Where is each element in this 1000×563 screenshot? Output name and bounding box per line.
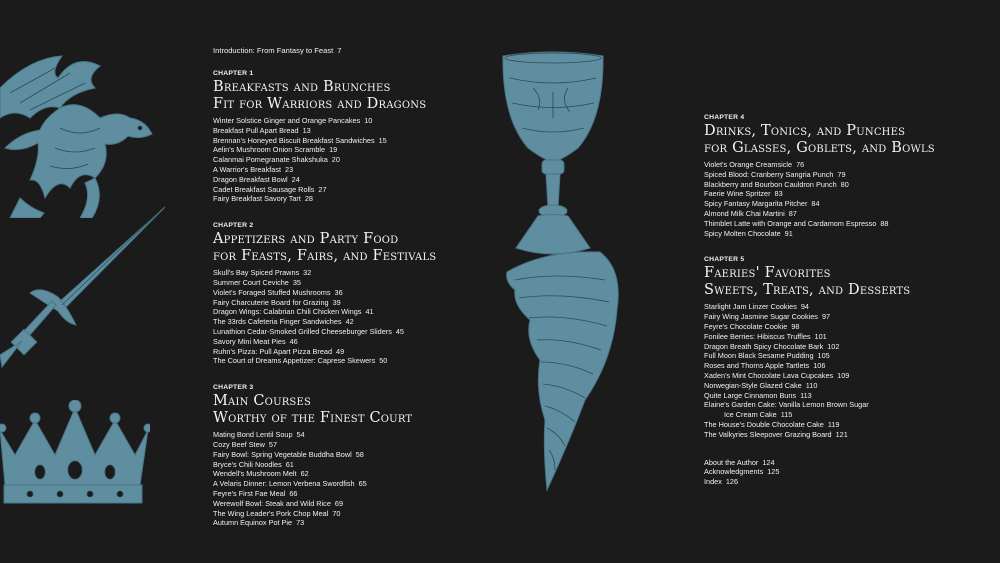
toc-entry[interactable]: [704, 180, 994, 190]
toc-entry[interactable]: [704, 189, 994, 199]
entry-title: Aelin's Mushroom Onion Scramble: [213, 145, 326, 155]
entry-title: The Wing Leader's Pork Chop Meal: [213, 508, 329, 518]
wing-icon: [505, 250, 625, 495]
entry-title: Almond Milk Chai Martini: [704, 208, 785, 218]
chapter-title-line: for Glasses, Goblets, and Bowls: [704, 140, 935, 156]
toc-entry[interactable]: [704, 410, 994, 420]
toc-column-left: [213, 46, 503, 546]
toc-entry[interactable]: [704, 391, 994, 401]
chapter-title-line: Appetizers and Party Food: [213, 231, 399, 248]
entry-page: 106: [813, 361, 826, 371]
toc-entry[interactable]: [704, 371, 994, 381]
chapter-title-line: Main Courses: [213, 393, 312, 410]
entry-title: A Warrior's Breakfast: [213, 164, 282, 174]
entry-title: Index: [704, 477, 722, 487]
entry-title: Fonilee Berries: Hibiscus Truffles: [704, 331, 811, 341]
chapter-entries: [704, 160, 994, 238]
toc-entry[interactable]: [213, 317, 503, 327]
chapter-label: CHAPTER 4: [704, 114, 745, 121]
entry-title: Fairy Bowl: Spring Vegetable Buddha Bowl: [213, 449, 352, 459]
entry-title: Violet's Orange Creamsicle: [704, 160, 793, 169]
entry-page: 80: [840, 179, 849, 189]
toc-entry[interactable]: [213, 469, 503, 479]
toc-entry[interactable]: [704, 458, 994, 468]
chapter-entries: [704, 302, 994, 439]
chapter-title-line: Drinks, Tonics, and Punches: [704, 123, 906, 139]
entry-page: 42: [345, 317, 354, 327]
entry-page: 69: [334, 498, 344, 508]
entry-page: 62: [300, 469, 309, 479]
entry-title: The 33rds Cafeteria Finger Sandwiches: [213, 317, 342, 327]
entry-title: Xaden's Mint Chocolate Lava Cupcakes: [704, 370, 834, 380]
toc-entry[interactable]: [213, 440, 503, 450]
entry-title: Spiced Blood: Cranberry Sangria Punch: [704, 169, 834, 179]
toc-entry[interactable]: [213, 518, 503, 528]
entry-page: 10: [364, 116, 373, 125]
crown-illustration: [0, 400, 150, 510]
toc-entry-introduction[interactable]: [213, 46, 503, 55]
entry-title: Ice Cream Cake: [724, 410, 777, 420]
entry-title: Fairy Wing Jasmine Sugar Cookies: [704, 312, 818, 322]
toc-entry[interactable]: [213, 430, 503, 440]
entry-page: 105: [817, 351, 830, 361]
entry-title: Cadet Breakfast Sausage Rolls: [213, 184, 315, 194]
toc-entry[interactable]: [213, 327, 503, 337]
entry-title: Lunathion Cedar-Smoked Grilled Cheeseburger Sliders: [213, 326, 392, 336]
chapter-title-line: for Feasts, Fairs, and Festivals: [213, 248, 437, 265]
chapter-3: [213, 384, 503, 528]
chapter-entries: [213, 430, 503, 528]
entry-title: Spicy Fantasy Margarita Pitcher: [704, 199, 808, 209]
entry-title: The Valkyries Sleepover Grazing Board: [704, 429, 832, 439]
toc-entry[interactable]: [213, 450, 503, 460]
entry-title: Introduction: From Fantasy to Feast: [213, 46, 334, 55]
chapter-label: CHAPTER 3: [213, 384, 254, 392]
entry-page: 76: [796, 160, 805, 169]
entry-page: 83: [774, 189, 783, 199]
entry-page: 125: [767, 467, 780, 477]
entry-page: 124: [762, 457, 775, 467]
entry-title: Full Moon Black Sesame Pudding: [704, 351, 814, 361]
entry-page: 79: [837, 169, 846, 179]
entry-page: 58: [355, 449, 364, 459]
entry-title: Ruhn's Pizza: Pull Apart Pizza Bread: [213, 346, 333, 356]
entry-page: 101: [814, 331, 827, 341]
entry-page: 35: [292, 277, 301, 287]
toc-entry[interactable]: [704, 342, 994, 352]
entry-page: 15: [378, 135, 387, 145]
toc-entry[interactable]: [213, 337, 503, 347]
entry-page: 41: [365, 307, 374, 317]
toc-entry[interactable]: [213, 356, 503, 366]
toc-entry[interactable]: [213, 499, 503, 509]
entry-page: 88: [880, 218, 889, 228]
toc-entry[interactable]: [213, 509, 503, 519]
entry-page: 28: [304, 194, 313, 204]
entry-page: 65: [358, 479, 367, 489]
chapter-title: [704, 123, 994, 157]
entry-title: A Velaris Dinner: Lemon Verbena Swordfish: [213, 479, 355, 489]
chapter-2: [213, 222, 503, 366]
entry-title: Calanmai Pomegranate Shakshuka: [213, 155, 328, 165]
entry-page: 126: [725, 477, 739, 487]
wing-illustration: [505, 250, 625, 495]
entry-title: Blackberry and Bourbon Cauldron Punch: [704, 179, 837, 189]
toc-entry[interactable]: [704, 381, 994, 391]
entry-title: Brennan's Honeyed Biscuit Breakfast Sandwiches: [213, 135, 375, 145]
toc-entry[interactable]: [213, 116, 503, 126]
toc-entry[interactable]: [704, 219, 994, 229]
entry-page: 46: [289, 336, 298, 346]
entry-page: 115: [780, 410, 793, 420]
toc-entry[interactable]: [213, 460, 503, 470]
entry-page: 49: [336, 346, 345, 356]
entry-title: Cozy Beef Stew: [213, 439, 265, 449]
dagger-illustration: [0, 205, 170, 380]
entry-title: Skull's Bay Spiced Prawns: [213, 268, 300, 278]
toc-entry[interactable]: [704, 467, 994, 477]
entry-title: Starlight Jam Linzer Cookies: [704, 302, 797, 312]
chapter-title: [213, 79, 503, 113]
toc-entry[interactable]: [704, 199, 994, 209]
entry-title: Wendell's Mushroom Melt: [213, 469, 297, 479]
entry-page: 73: [296, 518, 305, 528]
chapter-4: [704, 114, 994, 238]
toc-entry[interactable]: [704, 160, 994, 170]
entry-page: 121: [835, 429, 848, 439]
chapter-label: CHAPTER 5: [704, 256, 745, 264]
entry-title: Winter Solstice Ginger and Orange Pancakes: [213, 116, 361, 125]
chapter-label: CHAPTER 2: [213, 222, 254, 230]
toc-column-right: [704, 114, 994, 487]
entry-title: Elaine's Garden Cake: Vanilla Lemon Brown Sugar: [704, 400, 869, 410]
entry-title: Thimblet Latte with Orange and Cardamom Espresso: [704, 218, 877, 228]
toc-entry[interactable]: [704, 400, 994, 410]
crown-icon: [0, 400, 150, 510]
entry-title: The Court of Dreams Appetizer: Caprese Skewers: [213, 356, 376, 366]
entry-title: Dragon Breakfast Bowl: [213, 174, 288, 184]
entry-page: 20: [331, 155, 340, 165]
entry-title: About the Author: [704, 457, 759, 467]
chapter-label: CHAPTER 1: [213, 70, 254, 77]
entry-page: 7: [337, 46, 342, 55]
entry-title: Fairy Breakfast Savory Tart: [213, 194, 301, 204]
entry-page: 32: [303, 268, 312, 278]
chapter-entries: [213, 268, 503, 366]
toc-entry[interactable]: [213, 165, 503, 175]
toc-entry[interactable]: [213, 347, 503, 357]
entry-page: 23: [285, 164, 294, 174]
entry-page: 50: [379, 356, 388, 366]
entry-page: 97: [821, 312, 831, 322]
toc-entry[interactable]: [704, 229, 994, 239]
entry-page: 54: [296, 430, 305, 440]
toc-entry[interactable]: [213, 298, 503, 308]
toc-entry[interactable]: [213, 126, 503, 136]
entry-page: 36: [334, 287, 343, 297]
toc-entry[interactable]: [213, 185, 503, 195]
entry-page: 19: [329, 145, 338, 155]
chapter-title: [704, 265, 994, 299]
entry-page: 87: [788, 208, 797, 218]
entry-page: 70: [332, 508, 341, 518]
toc-entry[interactable]: [704, 361, 994, 371]
entry-title: Norwegian-Style Glazed Cake: [704, 380, 802, 390]
toc-entry[interactable]: [213, 288, 503, 298]
toc-entry[interactable]: [704, 430, 994, 440]
entry-title: Acknowledgments: [704, 467, 764, 477]
toc-entry[interactable]: [213, 145, 503, 155]
entry-title: Feyre's First Fae Meal: [213, 488, 286, 498]
toc-entry[interactable]: [213, 268, 503, 278]
entry-title: Mating Bond Lentil Soup: [213, 430, 293, 440]
entry-title: Dragon Breath Spicy Chocolate Bark: [704, 341, 824, 351]
chapter-title: [213, 231, 503, 265]
toc-entry[interactable]: [704, 351, 994, 361]
entry-page: 94: [800, 302, 809, 312]
chapter-title: [213, 393, 503, 427]
toc-entry[interactable]: [213, 278, 503, 288]
toc-entry[interactable]: [704, 322, 994, 332]
entry-page: 13: [302, 125, 311, 135]
entry-title: Summer Court Ceviche: [213, 277, 289, 287]
toc-entry[interactable]: [704, 170, 994, 180]
dragon-icon: [0, 48, 165, 218]
chapter-1: [213, 70, 503, 204]
entry-page: 98: [791, 321, 800, 331]
entry-title: The House's Double Chocolate Cake: [704, 419, 824, 429]
chapter-title-line: Sweets, Treats, and Desserts: [704, 282, 911, 299]
entry-page: 102: [827, 341, 840, 351]
entry-page: 113: [800, 390, 812, 400]
goblet-illustration: [498, 48, 608, 258]
entry-page: 24: [291, 174, 300, 184]
toc-entry[interactable]: [704, 209, 994, 219]
chapter-entries: [213, 116, 503, 204]
entry-title: Quite Large Cinnamon Buns: [704, 390, 797, 400]
entry-title: Autumn Equinox Pot Pie: [213, 518, 293, 528]
toc-entry[interactable]: [704, 312, 994, 322]
toc-entry[interactable]: [704, 420, 994, 430]
toc-entry[interactable]: [704, 477, 994, 487]
toc-entry[interactable]: [704, 302, 994, 312]
dragon-illustration: [0, 48, 165, 218]
entry-page: 61: [285, 459, 294, 469]
chapter-title-line: Worthy of the Finest Court: [213, 410, 413, 427]
back-matter-entries: [704, 458, 994, 487]
entry-title: Bryce's Chili Noodles: [213, 459, 282, 469]
entry-title: Violet's Foraged Stuffed Mushrooms: [213, 287, 331, 297]
entry-title: Werewolf Bowl: Steak and Wild Rice: [213, 498, 331, 508]
entry-page: 109: [837, 370, 850, 380]
goblet-icon: [498, 48, 608, 258]
entry-page: 84: [811, 199, 820, 209]
toc-entry[interactable]: [213, 479, 503, 489]
entry-title: Roses and Thorns Apple Tartlets: [704, 361, 810, 371]
entry-page: 45: [395, 326, 404, 336]
toc-entry[interactable]: [704, 332, 994, 342]
toc-entry[interactable]: [213, 489, 503, 499]
entry-title: Dragon Wings: Calabrian Chili Chicken Wings: [213, 307, 362, 317]
dagger-icon: [0, 205, 170, 380]
entry-title: Fairy Charcuterie Board for Grazing: [213, 297, 329, 307]
entry-page: 110: [805, 380, 818, 390]
toc-entry[interactable]: [213, 136, 503, 146]
entry-page: 119: [827, 419, 840, 429]
entry-page: 57: [268, 439, 278, 449]
chapter-title-line: Breakfasts and Brunches: [213, 79, 391, 95]
entry-title: Breakfast Pull Apart Bread: [213, 125, 299, 135]
entry-page: 39: [332, 297, 341, 307]
toc-entry[interactable]: [213, 307, 503, 317]
chapter-title-line: Fit for Warriors and Dragons: [213, 96, 427, 112]
entry-title: Faerie Wine Spritzer: [704, 189, 771, 199]
chapter-5: [704, 256, 994, 439]
toc-entry[interactable]: [213, 155, 503, 165]
chapter-title-line: Faeries' Favorites: [704, 265, 831, 282]
entry-title: Savory Mini Meat Pies: [213, 336, 286, 346]
entry-page: 66: [289, 488, 298, 498]
entry-page: 91: [784, 228, 793, 238]
toc-entry[interactable]: [213, 175, 503, 185]
entry-page: 27: [318, 184, 327, 194]
entry-title: Feyre's Chocolate Cookie: [704, 321, 788, 331]
entry-title: Spicy Molten Chocolate: [704, 228, 781, 238]
toc-entry[interactable]: [213, 194, 503, 204]
